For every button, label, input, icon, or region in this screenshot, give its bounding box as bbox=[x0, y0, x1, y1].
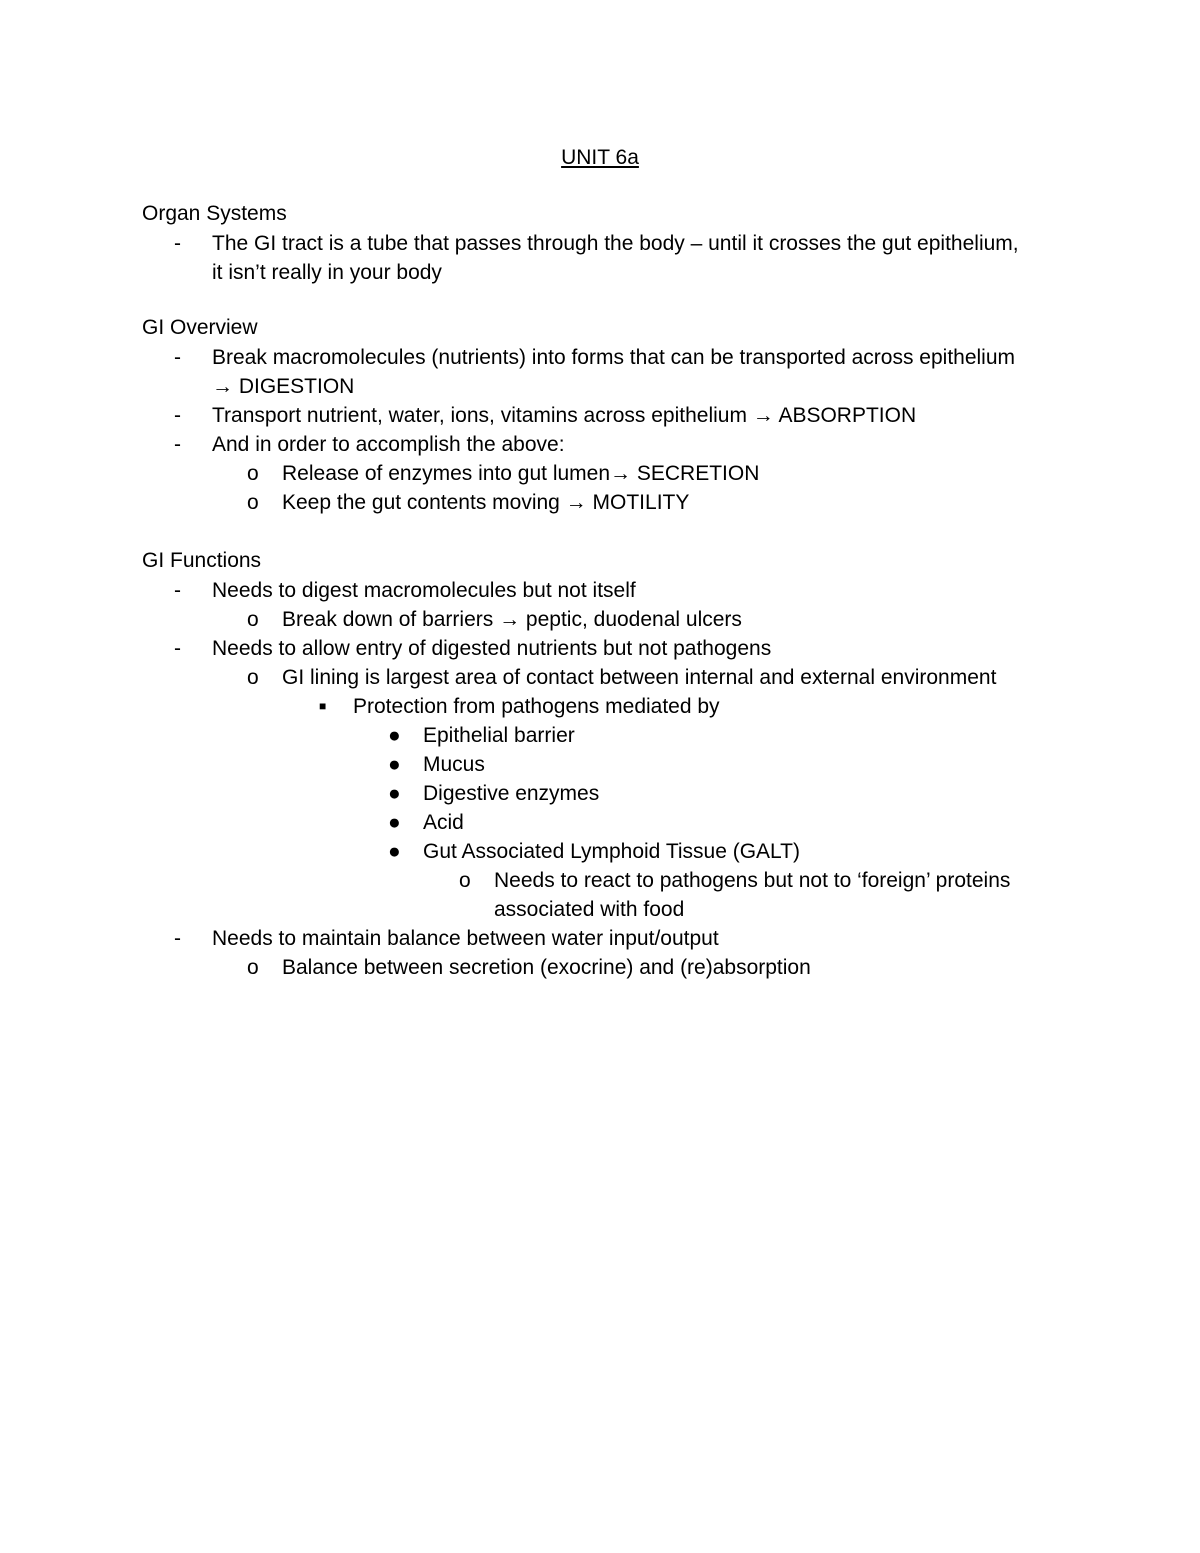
list-item bbox=[142, 953, 1062, 982]
list-item bbox=[142, 459, 1062, 488]
list-item bbox=[142, 924, 1062, 953]
section-heading: GI Overview bbox=[142, 316, 258, 339]
list-item bbox=[142, 663, 1062, 692]
list-item bbox=[142, 721, 1062, 750]
dash-marker: - bbox=[174, 404, 181, 427]
dash-marker: - bbox=[174, 346, 181, 369]
list-item-text: Digestive enzymes bbox=[423, 782, 600, 805]
circle-bullet-marker: o bbox=[247, 608, 259, 631]
list-item bbox=[142, 750, 1062, 779]
dot-bullet-marker: ● bbox=[388, 840, 401, 863]
list-item-text: Break macromolecules (nutrients) into forms that can be transported across epithelium bbox=[212, 346, 1016, 369]
list-item-text: → DIGESTION bbox=[212, 375, 355, 398]
circle-bullet-marker: o bbox=[247, 956, 259, 979]
circle-bullet-marker: o bbox=[459, 869, 471, 892]
list-item bbox=[142, 837, 1062, 866]
list-item bbox=[142, 401, 1062, 430]
list-item-text: Protection from pathogens mediated by bbox=[353, 695, 720, 718]
list-item-text: GI lining is largest area of contact between internal and external environment bbox=[282, 666, 997, 689]
list-item-text: Break down of barriers → peptic, duodenal ulcers bbox=[282, 608, 742, 631]
list-item bbox=[142, 634, 1062, 663]
list-item-text: Needs to react to pathogens but not to ‘foreign’ proteins bbox=[494, 869, 1011, 892]
list-item-text: Needs to maintain balance between water input/output bbox=[212, 927, 719, 950]
list-item bbox=[142, 576, 1062, 605]
section-gi-functions bbox=[142, 547, 1062, 982]
section-gi-overview bbox=[142, 314, 1062, 517]
list-item-text: Release of enzymes into gut lumen→ SECRETION bbox=[282, 462, 760, 485]
section-heading: Organ Systems bbox=[142, 202, 287, 225]
list-item-text: Gut Associated Lymphoid Tissue (GALT) bbox=[423, 840, 800, 863]
circle-bullet-marker: o bbox=[247, 666, 259, 689]
list-item-text: associated with food bbox=[494, 898, 685, 921]
circle-bullet-marker: o bbox=[247, 491, 259, 514]
list-item-text: Needs to allow entry of digested nutrients but not pathogens bbox=[212, 637, 772, 660]
dot-bullet-marker: ● bbox=[388, 782, 401, 805]
square-bullet-marker: ■ bbox=[319, 699, 327, 713]
document-title: UNIT 6a bbox=[561, 146, 639, 169]
circle-bullet-marker: o bbox=[247, 462, 259, 485]
dash-marker: - bbox=[174, 927, 181, 950]
list-item bbox=[142, 488, 1062, 517]
list-item-text: Epithelial barrier bbox=[423, 724, 575, 747]
list-item-continuation bbox=[142, 895, 1062, 924]
dot-bullet-marker: ● bbox=[388, 724, 401, 747]
list-item-text: it isn’t really in your body bbox=[212, 261, 442, 284]
section-organ-systems bbox=[142, 200, 1062, 287]
list-item-continuation bbox=[142, 372, 1062, 401]
list-item bbox=[142, 692, 1062, 721]
list-item bbox=[142, 808, 1062, 837]
dash-marker: - bbox=[174, 579, 181, 602]
dash-marker: - bbox=[174, 232, 181, 255]
dot-bullet-marker: ● bbox=[388, 811, 401, 834]
list-item-text: Balance between secretion (exocrine) and (re)absorption bbox=[282, 956, 811, 979]
list-item-text: Needs to digest macromolecules but not itself bbox=[212, 579, 636, 602]
dash-marker: - bbox=[174, 433, 181, 456]
list-item-text: Mucus bbox=[423, 753, 485, 776]
list-item-text: And in order to accomplish the above: bbox=[212, 433, 565, 456]
list-item-text: The GI tract is a tube that passes through the body – until it crosses the gut epithelium, bbox=[212, 232, 1019, 255]
list-item bbox=[142, 866, 1062, 895]
dash-marker: - bbox=[174, 637, 181, 660]
list-item bbox=[142, 343, 1062, 372]
list-item-continuation bbox=[142, 258, 1062, 287]
list-item-text: Keep the gut contents moving → MOTILITY bbox=[282, 491, 690, 514]
list-item bbox=[142, 229, 1062, 258]
list-item-text: Transport nutrient, water, ions, vitamins across epithelium → ABSORPTION bbox=[212, 404, 917, 427]
list-item bbox=[142, 430, 1062, 459]
list-item bbox=[142, 779, 1062, 808]
list-item-text: Acid bbox=[423, 811, 464, 834]
dot-bullet-marker: ● bbox=[388, 753, 401, 776]
list-item bbox=[142, 605, 1062, 634]
section-heading: GI Functions bbox=[142, 549, 262, 572]
